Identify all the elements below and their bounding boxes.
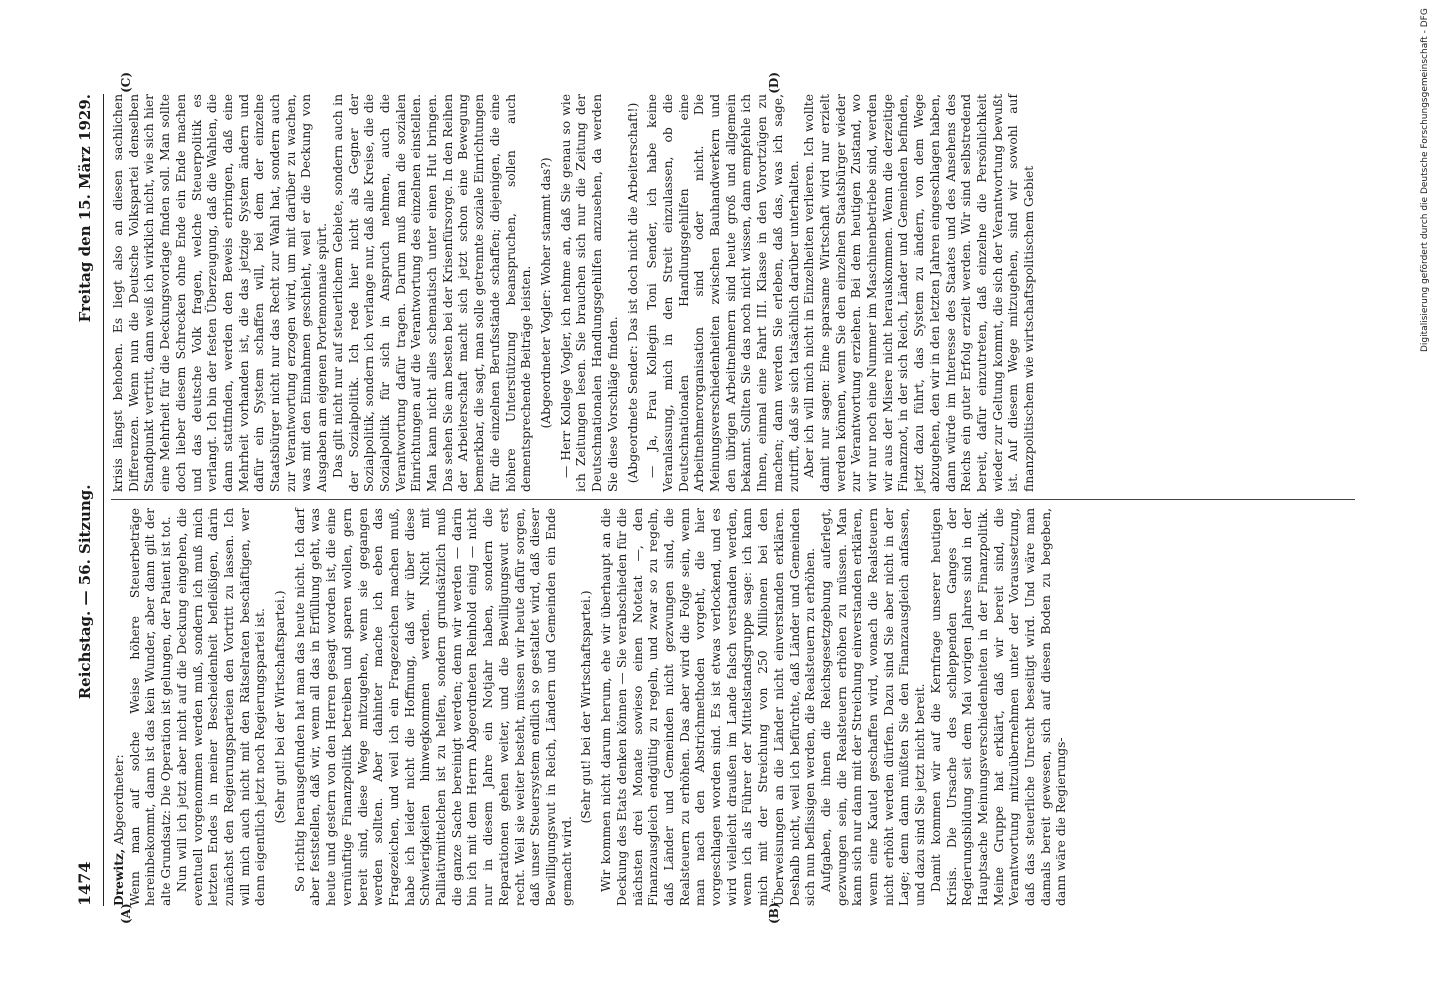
- paragraph: — Herr Kollege Vogler, ich nehme an, daß Sie genau so wie ich Zeitungen lesen. Sie brauchen sich nur die Zeitung der Deutschnationalen Handlungsgehilfen anzusehen, da werden Sie diese Vorschläge finden.: [558, 94, 620, 492]
- margin-marker-a: (A): [119, 903, 133, 924]
- paragraph: Aufgaben, die ihnen die Reichsgesetzgebung auferlegt, gezwungen sein, die Realsteuern erhöhen zu müssen. Man kann sich nur dann mit der Streichung einverstanden erklären, wenn eine Kautel geschaffen wird, wonach die Realsteuern nicht erhöht werden dürfen. Dazu sind Sie aber nicht in der Lage; denn dann müßten Sie den Finanzausgleich anfassen, und dazu sind Sie jetzt nicht bereit.: [818, 508, 928, 906]
- document-page: [67, 70, 1367, 930]
- speaker-name: Drewitz,: [111, 848, 126, 906]
- left-column: [111, 508, 1070, 906]
- paragraph: Damit kommen wir auf die Kernfrage unserer heutigen Krisis. Die Ursache des schleppenden Ganges der Regierungsbildung seit dem Mai vorigen Jahres sind in der Hauptsache Meinungsverschiedenheiten in der Finanzpolitik. Meine Gruppe hat erklärt, daß wir bereit sind, die Verantwortung mitzuübernehmen unter der Voraussetzung, daß das steuerliche Unrecht beseitigt wird. Und wäre man damals bereit gewesen, sich auf diesen Boden zu begeben, dann wäre die Regierungs-: [928, 508, 1069, 906]
- paragraph: So richtig herausgefunden hat man das heute nicht. Ich darf aber feststellen, daß wir, wenn all das in Erfüllung geht, was heute und gestern von den Herren gesagt worden ist, die eine vernünftige Finanzpolitik betreiben und sparen wollen, gern bereit sind, diese Wege mitzugehen, wenn sie gegangen werden sollten. Aber dahinter mache ich eben das Fragezeichen, und weil ich ein Fragezeichen machen muß, habe ich leider nicht die Hoffnung, daß wir über diese Schwierigkeiten hinwegkommen werden. Nicht mit Palliativmittelchen ist zu helfen, sondern grundsätzlich muß die ganze Sache bereinigt werden; denn wir werden — darin bin ich mit dem Herrn Abgeordneten Reinhold einig — nicht nur in diesem Jahre ein Notjahr haben, sondern die Reparationen gehen weiter, und die Bewilligungswut erst recht. Weil sie weiter besteht, müssen wir heute dafür sorgen, daß unser Steuersystem endlich so gestaltet wird, daß dieser Bewilligungswut in Reich, Ländern und Gemeinden ein Ende gemacht wird.: [292, 508, 574, 906]
- margin-marker-d: (D): [767, 72, 781, 94]
- column-separator: [111, 499, 1355, 500]
- page-header: [75, 94, 101, 906]
- interjection: (Sehr gut! bei der Wirtschaftspartei.): [579, 590, 594, 824]
- session-date: Freitag den 15. März 1929.: [76, 94, 94, 323]
- session-title: Reichstag. — 56. Sitzung.: [76, 484, 94, 700]
- paragraph: Wir kommen nicht darum herum, ehe wir überhaupt an die Deckung des Etats denken können — Sie verabschieden für die nächsten drei Monate sowieso einen Notetat —, den Finanzausgleich endgültig zu regeln, und zwar so zu regeln, daß Länder und Gemeinden nicht gezwungen sind, die Realsteuern zu erhöhen. Das aber wird die Folge sein, wenn man nach den Abstrichmethoden vorgeht, die hier vorgeschlagen worden sind. Es ist etwas verlockend, und es wird vielleicht draußen im Lande falsch verstanden werden, wenn ich als Führer der Mittelstandsgruppe sage: ich kann mich mit der Streichung von 250 Millionen bei den Überweisungen an die Länder nicht einverstanden erklären. Deshalb nicht, weil ich befürchte, daß Länder und Gemeinden sich nun beflissigen werden, die Realsteuern zu erhöhen.: [599, 508, 818, 906]
- margin-marker-b: (B): [767, 902, 781, 924]
- speaker-role: Abgeordneter:: [112, 754, 126, 845]
- interjection: (Abgeordnete Sender: Das ist doch nicht die Arbeiterschaft!): [625, 102, 640, 484]
- right-column: [111, 94, 1038, 492]
- paragraph: krisis längst behoben. Es liegt also an diesen sachlichen Differenzen. Wenn nun die Deutsche Volkspartei denselben Standpunkt vertritt, dann weiß ich wirklich nicht, wie sich hier eine Mehrheit für die Deckungsvorlage finden soll. Man sollte doch lieber diesem Schrecken ohne Ende ein Ende machen und das deutsche Volk fragen, welche Steuerpolitik es verlangt. Ich bin der festen Überzeugung, daß die Wahlen, die dann stattfinden, werden den Beweis erbringen, daß eine Mehrheit vorhanden ist, die das jetzige System ändern und dafür ein System schaffen will, bei dem der einzelne Staatsbürger nicht nur das Recht zur Wahl hat, sondern auch zur Verantwortung erzogen wird, um mit darüber zu wachen, was mit den Einnahmen geschieht, weil er die Deckung von Ausgaben am eigenen Portemonnaie spürt.: [111, 94, 330, 492]
- dfg-side-note: Digitalisierung gefördert durch die Deutsche Forschungsgemeinschaft - DFG: [1420, 8, 1430, 352]
- paragraph: Das gilt nicht nur auf steuerlichem Gebiete, sondern auch in der Sozialpolitik. Ich rede hier nicht als Gegner der Sozialpolitik, sondern ich verlange nur, daß alle Kreise, die die Sozialpolitik für sich in Anspruch nehmen, auch die Verantwortung dafür tragen. Darum muß man die sozialen Einrichtungen auf die Verantwortung des einzelnen einstellen. Man kann nicht alles schematisch unter einen Hut bringen. Das sehen Sie am besten bei der Krisenfürsorge. In den Reihen der Arbeiterschaft macht sich jetzt schon eine Bewegung bemerkbar, die sagt, man solle getrennte soziale Einrichtungen für die einzelnen Berufsstände schaffen; diejenigen, die eine höhere Unterstützung beanspruchen, sollen auch dementsprechende Beiträge leisten.: [330, 94, 534, 492]
- paragraph: Nun will ich jetzt aber nicht auf die Deckung eingehen, die eventuell vorgenommen werden muß, sondern ich muß mich letzten Endes in meiner Bescheidenheit befleißigen, darin zunächst den Regierungsparteien den Vortritt zu lassen. Ich will mich auch nicht mit den Rätselraten beschäftigen, wer denn eigentlich jetzt noch Regierungspartei ist.: [174, 508, 268, 906]
- paragraph: Aber ich will mich nicht in Einzelheiten verlieren. Ich wollte damit nur sagen: Eine sparsame Wirtschaft wird nur erzielt werden können, wenn Sie den einzelnen Staatsbürger wieder zur Verantwortung erziehen. Bei dem heutigen Zustand, wo wir nur noch eine Nummer im Maschinenbetriebe sind, werden wir aus der Misere nicht herauskommen. Wenn die derzeitige Finanznot, in der sich Reich, Länder und Gemeinden befinden, jetzt dazu führt, das System zu ändern, von dem Wege abzugehen, den wir in den letzten Jahren eingeschlagen haben, dann würde im Interesse des Staates und des Ansehens des Reichs ein guter Erfolg erzielt werden. Wir sind selbstredend bereit, dafür einzutreten, daß einzelne die Persönlichkeit wieder zur Geltung kommt, die sich der Verantwortung bewußt ist. Auf diesem Wege mitzugehen, sind wir sowohl auf finanzpolitischem wie wirtschaftspolitischem Gebiet: [802, 94, 1037, 492]
- page-number: 1474: [75, 861, 94, 906]
- interjection: (Abgeordneter Vogler: Woher stammt das?): [538, 157, 553, 429]
- speaker-line: [111, 508, 128, 906]
- paragraph: Wenn man auf solche Weise höhere Steuerbeträge hereinbekommt, dann ist das kein Wunder, aber dann gilt der alte Grundsatz: Die Operation ist gelungen, der Patient ist tot.: [127, 508, 174, 906]
- margin-marker-c: (C): [119, 72, 133, 93]
- paragraph: — Ja, Frau Kollegin Toni Sender, ich habe keine Veranlassung, mich in den Streit einzulassen, ob die Deutschnationalen Handlungsgehilfen eine Arbeitnehmerorganisation sind oder nicht. Die Meinungsverschiedenheiten zwischen Bauhandwerkern und den übrigen Arbeitnehmern sind heute groß und allgemein bekannt. Sollten Sie das noch nicht wissen, dann empfehle ich Ihnen, einmal eine Fahrt III. Klasse in den Vorortzügen zu machen; dann werden Sie erleben, daß das, was ich sage, zutrifft, daß sie sich tatsächlich darüber unterhalten.: [645, 94, 801, 492]
- interjection: (Sehr gut! bei der Wirtschaftspartei.): [273, 590, 288, 824]
- header-rule: [103, 94, 104, 906]
